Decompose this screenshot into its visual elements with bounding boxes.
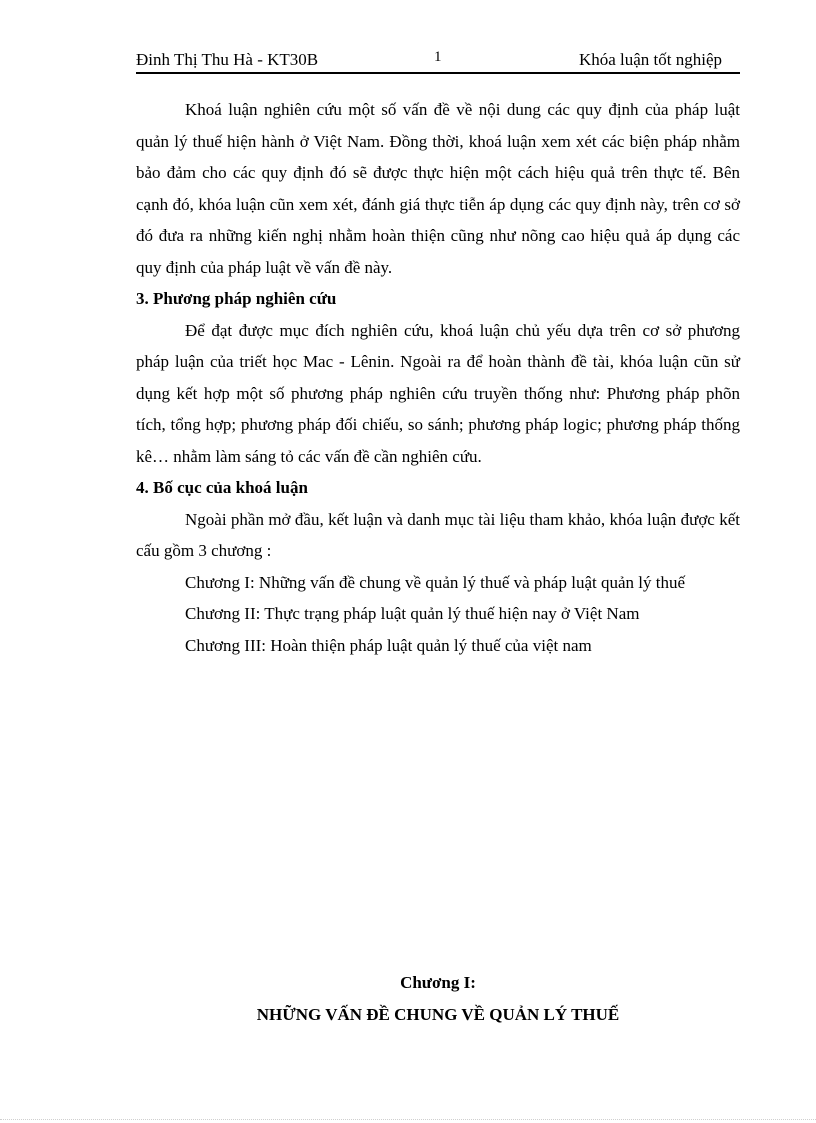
scope-paragraph: Khoá luận nghiên cứu một số vấn đề về nội dung các quy định của pháp luật quản lý thuế hiện hành ở Việt Nam. Đồng thời, khoá luận xem xét các biện pháp nhằm bảo đảm cho các quy định đó sẽ được thực hiện một cách hiệu quả trên thực tế. Bên cạnh đó, khóa luận cũn xem xét, đánh giá thực tiễn áp dụng các quy định này, trên cơ sở đó đưa ra những kiến nghị nhằm hoàn thiện cũng như nõng cao hiệu quả áp dụng các quy định của pháp luật về vấn đề này.	[136, 100, 740, 277]
section-3-heading: 3. Phương pháp nghiên cứu	[136, 289, 337, 308]
section-3-paragraph: Để đạt được mục đích nghiên cứu, khoá luận chủ yếu dựa trên cơ sở phương pháp luận của triết học Mac - Lênin. Ngoài ra để hoàn thành đề tài, khóa luận cũn sử dụng kết hợp một số phương pháp nghiên cứu truyền thống như: Phương pháp phõn tích, tổng hợp; phương pháp đối chiếu, so sánh; phương pháp logic; phương pháp thống kê… nhằm làm sáng tỏ các vấn đề cần nghiên cứu.	[136, 320, 740, 466]
chapter-title: NHỮNG VẤN ĐỀ CHUNG VỀ QUẢN LÝ THUẾ	[256, 1005, 620, 1024]
page-number: 1	[434, 49, 442, 65]
chapter-list-item: Chương I: Những vấn đề chung về quản lý thuế và pháp luật quản lý thuế	[185, 572, 686, 592]
header-author: Đinh Thị Thu Hà - KT30B	[136, 50, 319, 69]
page-bottom-divider	[0, 1119, 816, 1120]
page-body	[136, 94, 740, 661]
chapter-list-item: Chương II: Thực trạng pháp luật quản lý thuế hiện nay ở Việt Nam	[185, 604, 640, 623]
page-header	[136, 50, 740, 74]
chapter-list-item: Chương III: Hoàn thiện pháp luật quản lý thuế của việt nam	[185, 635, 592, 655]
chapter-number: Chương I:	[400, 973, 476, 992]
header-doc-type: Khóa luận tốt nghiệp	[578, 50, 722, 69]
section-4-paragraph: Ngoài phần mở đầu, kết luận và danh mục tài liệu tham khảo, khóa luận được kết cấu gồm 3 chương :	[136, 509, 740, 560]
section-4-heading: 4. Bố cục của khoá luận	[136, 478, 308, 497]
